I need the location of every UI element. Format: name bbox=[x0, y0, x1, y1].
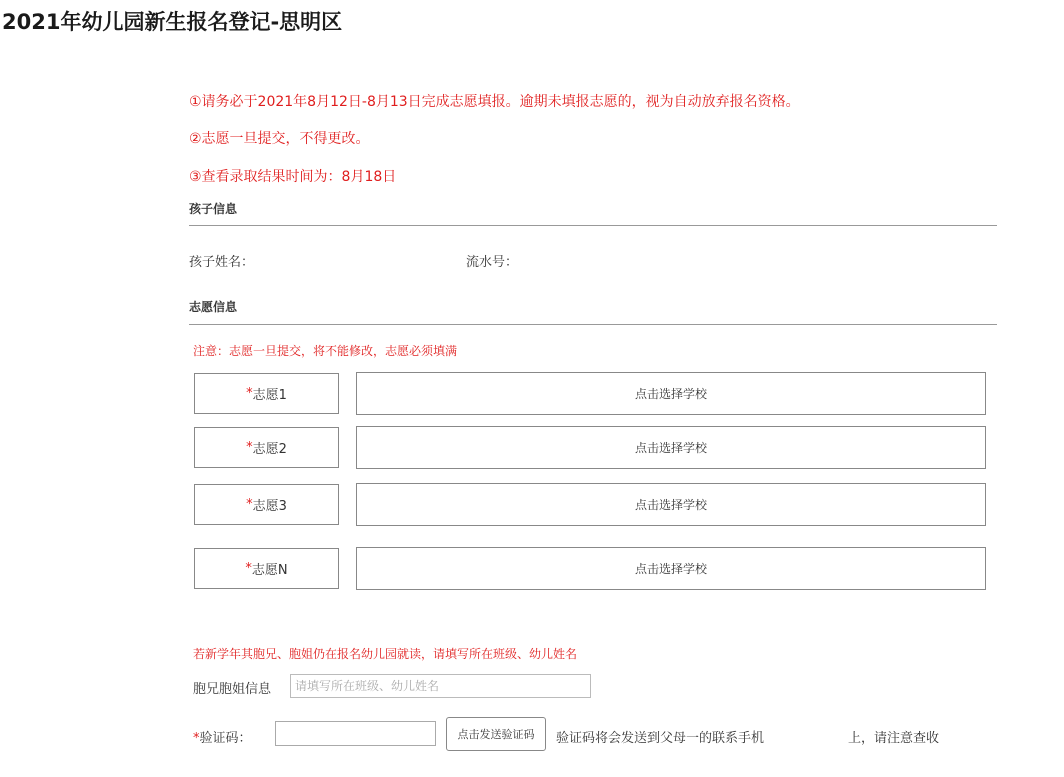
choice-1-label bbox=[194, 373, 339, 414]
choice-3-school-select[interactable]: 点击选择学校 bbox=[356, 483, 986, 526]
choice-2-school-select[interactable]: 点击选择学校 bbox=[356, 426, 986, 469]
required-mark: * bbox=[193, 731, 200, 746]
choice-n-label bbox=[194, 548, 339, 589]
choices-section-title: 志愿信息 bbox=[189, 300, 238, 314]
choice-2-label bbox=[194, 427, 339, 468]
choice-n-school-select[interactable]: 点击选择学校 bbox=[356, 547, 986, 590]
required-mark: * bbox=[246, 497, 253, 512]
choice-3-label bbox=[194, 484, 339, 525]
required-mark: * bbox=[245, 561, 252, 576]
child-info-section-title: 孩子信息 bbox=[189, 202, 238, 216]
notice-deadline: ①请务必于2021年8月12日-8月13日完成志愿填报。逾期未填报志愿的，视为自动放弃报名资格。 bbox=[189, 94, 800, 110]
choice-2-label-text: 志愿2 bbox=[252, 442, 287, 457]
choices-divider bbox=[189, 324, 997, 325]
notice-result-date: ③查看录取结果时间为：8月18日 bbox=[189, 169, 397, 185]
verification-code-label bbox=[193, 727, 252, 746]
verification-code-input[interactable] bbox=[275, 721, 436, 746]
sibling-info-input[interactable] bbox=[290, 674, 591, 698]
choice-n-label-text: 志愿N bbox=[251, 563, 288, 578]
verification-code-label-text: 验证码： bbox=[199, 731, 252, 746]
verification-hint-prefix: 验证码将会发送到父母一的联系手机 bbox=[556, 731, 765, 746]
required-mark: * bbox=[246, 440, 253, 455]
send-verification-code-button[interactable]: 点击发送验证码 bbox=[446, 717, 546, 751]
page-title: 2021年幼儿园新生报名登记-思明区 bbox=[2, 10, 343, 34]
sibling-note: 若新学年其胞兄、胞姐仍在报名幼儿园就读，请填写所在班级、幼儿姓名 bbox=[193, 647, 578, 661]
required-mark: * bbox=[246, 386, 253, 401]
choice-1-label-text: 志愿1 bbox=[252, 388, 287, 403]
sibling-info-label: 胞兄胞姐信息 bbox=[193, 682, 272, 697]
choices-note: 注意：志愿一旦提交，将不能修改，志愿必须填满 bbox=[193, 344, 458, 358]
choice-1-school-select[interactable]: 点击选择学校 bbox=[356, 372, 986, 415]
child-name-label: 孩子姓名： bbox=[189, 255, 255, 270]
child-info-divider bbox=[189, 225, 997, 226]
verification-hint-suffix: 上，请注意查收 bbox=[848, 731, 940, 746]
serial-number-label: 流水号： bbox=[466, 255, 519, 270]
choice-3-label-text: 志愿3 bbox=[252, 499, 287, 514]
notice-no-change: ②志愿一旦提交，不得更改。 bbox=[189, 131, 370, 147]
